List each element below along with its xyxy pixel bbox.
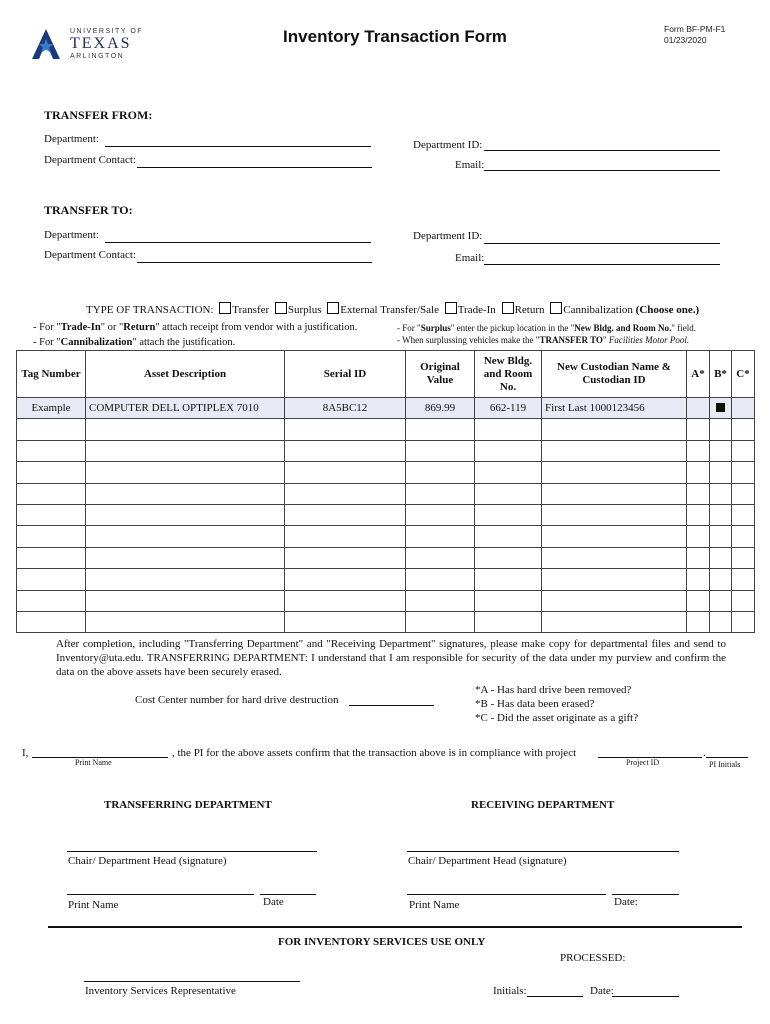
- cell-room[interactable]: [475, 504, 542, 525]
- cell-description[interactable]: [86, 569, 285, 590]
- logo-arlington: ARLINGTON: [70, 53, 125, 60]
- col-header-asset-description: Asset Description: [86, 351, 285, 398]
- instr-text: - For ": [33, 322, 61, 333]
- cell-a[interactable]: [687, 483, 710, 504]
- transfer-from-heading: TRANSFER FROM:: [44, 108, 153, 122]
- table-row: [17, 590, 755, 611]
- instr-bold: Surplus: [420, 323, 451, 333]
- col-header-new-bldg-room: New Bldg. and Room No.: [475, 351, 542, 398]
- instruction-vehicles: [397, 335, 689, 345]
- instr-bold: Cannibalization: [60, 337, 133, 348]
- transfer-option-label: Transfer: [232, 304, 270, 316]
- cell-tag[interactable]: [17, 547, 86, 568]
- cell-tag[interactable]: [17, 462, 86, 483]
- to-email-field[interactable]: [484, 264, 720, 265]
- processed-label: PROCESSED:: [560, 952, 626, 964]
- cell-a[interactable]: [687, 526, 710, 547]
- col-header-tag-number: Tag Number: [17, 351, 86, 398]
- cell-value[interactable]: [406, 504, 475, 525]
- cell-description[interactable]: [86, 526, 285, 547]
- instruction-surplus: [397, 323, 696, 333]
- transaction-type-row: [86, 302, 699, 316]
- table-row: [17, 547, 755, 568]
- cell-description[interactable]: [86, 611, 285, 632]
- cell-value[interactable]: [406, 611, 475, 632]
- footnotes: [475, 683, 638, 725]
- return-checkbox[interactable]: [502, 302, 514, 314]
- instr-text: " attach the justification.: [132, 337, 236, 348]
- table-row: [17, 483, 755, 504]
- instr-text: - When surplussing vehicles make the ": [397, 335, 540, 345]
- cell-room[interactable]: [475, 419, 542, 440]
- table-row: [17, 611, 755, 632]
- instr-italic: Facilities Motor Pool.: [608, 335, 690, 345]
- instr-bold: New Bldg. and Room No.: [574, 323, 672, 333]
- to-department-id-label: Department ID:: [413, 230, 483, 242]
- cell-custodian[interactable]: [542, 590, 687, 611]
- example-room: 662-119: [475, 398, 542, 419]
- cell-a[interactable]: [687, 590, 710, 611]
- cell-description[interactable]: [86, 590, 285, 611]
- form-number: Form BF-PM-F1: [664, 24, 726, 34]
- cell-description[interactable]: [86, 483, 285, 504]
- transfer-checkbox[interactable]: [219, 302, 231, 314]
- cell-custodian[interactable]: [542, 419, 687, 440]
- instr-text: " attach receipt from vendor with a justification.: [155, 322, 358, 333]
- instr-bold: TRANSFER TO: [539, 335, 603, 345]
- cell-room[interactable]: [475, 547, 542, 568]
- table-row: [17, 440, 755, 461]
- cell-c[interactable]: [732, 419, 755, 440]
- cell-tag[interactable]: [17, 483, 86, 504]
- cell-tag[interactable]: [17, 526, 86, 547]
- instr-text: " or ": [100, 322, 124, 333]
- instr-bold: Return: [123, 322, 156, 333]
- cell-custodian[interactable]: [542, 483, 687, 504]
- cell-room[interactable]: [475, 590, 542, 611]
- checked-square-icon: [716, 403, 725, 412]
- instr-text: - For ": [397, 323, 421, 333]
- from-email-field[interactable]: [484, 170, 720, 171]
- example-tag: Example: [17, 398, 86, 419]
- logo-texas: TEXAS: [70, 35, 132, 52]
- asset-table: [16, 350, 755, 633]
- cell-description[interactable]: [86, 419, 285, 440]
- receiving-print-name-field[interactable]: [407, 894, 606, 895]
- footnote-b: *B - Has data been erased?: [475, 698, 595, 710]
- cell-serial[interactable]: [285, 440, 406, 461]
- cell-serial[interactable]: [285, 462, 406, 483]
- inventory-rep-label: Inventory Services Representative: [85, 985, 236, 997]
- cell-room[interactable]: [475, 440, 542, 461]
- col-header-serial-id: Serial ID: [285, 351, 406, 398]
- transferring-chair-signature-field[interactable]: [67, 851, 317, 852]
- form-date: 01/23/2020: [664, 35, 707, 45]
- cell-b[interactable]: [710, 611, 732, 632]
- example-b-cell: [710, 398, 732, 419]
- external-transfer-option-label: External Transfer/Sale: [340, 304, 439, 316]
- cell-b[interactable]: [710, 569, 732, 590]
- from-department-id-label: Department ID:: [413, 139, 483, 151]
- cell-value[interactable]: [406, 483, 475, 504]
- cost-center-label: Cost Center number for hard drive destruction: [135, 694, 339, 706]
- receiving-department-heading: RECEIVING DEPARTMENT: [471, 799, 615, 811]
- table-row: [17, 504, 755, 525]
- cell-room[interactable]: [475, 483, 542, 504]
- pi-dot: .: [703, 747, 706, 759]
- section-divider: [48, 926, 742, 928]
- instruction-cannibalization: [33, 337, 235, 348]
- table-row: [17, 526, 755, 547]
- project-id-caption: Project ID: [626, 758, 660, 767]
- from-contact-label: Department Contact:: [44, 154, 136, 166]
- receiving-chair-signature-field[interactable]: [407, 851, 679, 852]
- cell-c[interactable]: [732, 483, 755, 504]
- table-row-example: [17, 398, 755, 419]
- cell-custodian[interactable]: [542, 547, 687, 568]
- receiving-date-field[interactable]: [612, 894, 679, 895]
- cell-serial[interactable]: [285, 547, 406, 568]
- to-contact-label: Department Contact:: [44, 249, 136, 261]
- return-option-label: Return: [514, 304, 545, 316]
- to-department-label: Department:: [44, 229, 99, 241]
- cell-b[interactable]: [710, 483, 732, 504]
- cell-room[interactable]: [475, 569, 542, 590]
- cell-c[interactable]: [732, 526, 755, 547]
- from-contact-field[interactable]: [137, 167, 372, 168]
- transferring-print-name-label: Print Name: [68, 899, 119, 911]
- col-header-c: C*: [732, 351, 755, 398]
- from-department-id-field[interactable]: [484, 150, 720, 151]
- receiving-print-name-label: Print Name: [409, 899, 460, 911]
- cell-tag[interactable]: [17, 590, 86, 611]
- external-transfer-checkbox[interactable]: [327, 302, 339, 314]
- col-header-b: B*: [710, 351, 732, 398]
- transferring-chair-label: Chair/ Department Head (signature): [68, 855, 227, 867]
- to-contact-field[interactable]: [137, 262, 372, 263]
- cell-custodian[interactable]: [542, 526, 687, 547]
- cell-tag[interactable]: [17, 504, 86, 525]
- surplus-option-label: Surplus: [287, 304, 322, 316]
- cell-b[interactable]: [710, 419, 732, 440]
- receiving-chair-label: Chair/ Department Head (signature): [408, 855, 567, 867]
- cell-serial[interactable]: [285, 590, 406, 611]
- cell-b[interactable]: [710, 547, 732, 568]
- processed-date-label: Date:: [590, 985, 614, 997]
- cell-a[interactable]: [687, 504, 710, 525]
- instruction-trade-in: [33, 322, 357, 333]
- pi-print-name-caption: Print Name: [75, 758, 112, 767]
- cell-c[interactable]: [732, 611, 755, 632]
- cell-a[interactable]: [687, 440, 710, 461]
- cell-custodian[interactable]: [542, 611, 687, 632]
- cell-serial[interactable]: [285, 526, 406, 547]
- cell-room[interactable]: [475, 611, 542, 632]
- processed-date-field[interactable]: [612, 996, 679, 997]
- from-department-label: Department:: [44, 133, 99, 145]
- cell-value[interactable]: [406, 569, 475, 590]
- example-c-cell: [732, 398, 755, 419]
- example-custodian: First Last 1000123456: [542, 398, 687, 419]
- transaction-type-label: TYPE OF TRANSACTION:: [86, 304, 214, 316]
- pi-initials-caption: PI Initials: [709, 760, 741, 769]
- cell-tag[interactable]: [17, 419, 86, 440]
- col-header-original-value: Original Value: [406, 351, 475, 398]
- cell-custodian[interactable]: [542, 569, 687, 590]
- instr-text: - For ": [33, 337, 61, 348]
- cell-b[interactable]: [710, 440, 732, 461]
- example-a-cell: [687, 398, 710, 419]
- cell-room[interactable]: [475, 462, 542, 483]
- pi-initials-field[interactable]: [706, 757, 748, 758]
- instr-text: " enter the pickup location in the ": [450, 323, 575, 333]
- cell-tag[interactable]: [17, 569, 86, 590]
- form-title: Inventory Transaction Form: [283, 27, 507, 46]
- from-department-field[interactable]: [105, 146, 371, 147]
- cell-b[interactable]: [710, 590, 732, 611]
- cell-description[interactable]: [86, 462, 285, 483]
- cell-tag[interactable]: [17, 611, 86, 632]
- cell-value[interactable]: [406, 590, 475, 611]
- cell-a[interactable]: [687, 547, 710, 568]
- table-row: [17, 419, 755, 440]
- cell-a[interactable]: [687, 569, 710, 590]
- transferring-date-field[interactable]: [260, 894, 316, 895]
- cell-c[interactable]: [732, 440, 755, 461]
- logo-university-of: UNIVERSITY OF: [70, 28, 144, 35]
- cannibalization-option-label: Cannibalization: [563, 304, 633, 316]
- cell-room[interactable]: [475, 526, 542, 547]
- from-email-label: Email:: [455, 159, 485, 171]
- surplus-checkbox[interactable]: [275, 302, 287, 314]
- cell-custodian[interactable]: [542, 504, 687, 525]
- receiving-date-label: Date:: [614, 896, 638, 908]
- cell-description[interactable]: [86, 547, 285, 568]
- table-row: [17, 569, 755, 590]
- cell-serial[interactable]: [285, 569, 406, 590]
- footnote-a: *A - Has hard drive been removed?: [475, 684, 632, 696]
- instr-bold: Trade-In: [60, 322, 101, 333]
- example-serial: 8A5BC12: [285, 398, 406, 419]
- footnote-c: *C - Did the asset originate as a gift?: [475, 712, 639, 724]
- trade-in-checkbox[interactable]: [445, 302, 457, 314]
- cell-c[interactable]: [732, 547, 755, 568]
- transfer-to-heading: TRANSFER TO:: [44, 203, 133, 217]
- cell-c[interactable]: [732, 462, 755, 483]
- inventory-rep-signature-field[interactable]: [84, 981, 300, 982]
- to-email-label: Email:: [455, 252, 485, 264]
- instr-text: ": [602, 335, 609, 345]
- inventory-services-heading: FOR INVENTORY SERVICES USE ONLY: [278, 936, 486, 948]
- initials-field[interactable]: [527, 996, 583, 997]
- cell-value[interactable]: [406, 440, 475, 461]
- initials-label: Initials:: [493, 985, 527, 997]
- cell-c[interactable]: [732, 590, 755, 611]
- form-id-block: [664, 24, 725, 46]
- cell-description[interactable]: [86, 440, 285, 461]
- to-department-field[interactable]: [105, 242, 371, 243]
- choose-one-note: (Choose one.): [635, 304, 700, 316]
- cell-a[interactable]: [687, 462, 710, 483]
- transferring-print-name-field[interactable]: [67, 894, 254, 895]
- cell-value[interactable]: [406, 419, 475, 440]
- pi-statement-text: , the PI for the above assets confirm that the transaction above is in compliance with project: [172, 747, 577, 759]
- cell-serial[interactable]: [285, 483, 406, 504]
- cell-c[interactable]: [732, 504, 755, 525]
- example-value: 869.99: [406, 398, 475, 419]
- cell-value[interactable]: [406, 547, 475, 568]
- cell-value[interactable]: [406, 526, 475, 547]
- cell-value[interactable]: [406, 462, 475, 483]
- pi-prefix: I,: [22, 747, 29, 759]
- transferring-department-heading: TRANSFERRING DEPARTMENT: [104, 799, 272, 811]
- cell-b[interactable]: [710, 526, 732, 547]
- table-row: [17, 462, 755, 483]
- to-department-id-field[interactable]: [484, 243, 720, 244]
- table-header-row: [17, 351, 755, 398]
- cell-tag[interactable]: [17, 440, 86, 461]
- cell-serial[interactable]: [285, 611, 406, 632]
- transferring-date-label: Date: [263, 896, 284, 908]
- trade-in-option-label: Trade-In: [457, 304, 496, 316]
- cell-b[interactable]: [710, 504, 732, 525]
- cell-a[interactable]: [687, 611, 710, 632]
- instr-text: " field.: [671, 323, 696, 333]
- completion-instructions: After completion, including "Transferring Department" and "Receiving Department" signatures, please make copy for departmental files and send to Inventory@uta.edu. TRANSFERRING DEPARTMENT: I understand that I am responsible for security of the data under my purview and confirm the data on the above assets have been securely erased.: [56, 638, 726, 678]
- cell-c[interactable]: [732, 569, 755, 590]
- cell-custodian[interactable]: [542, 440, 687, 461]
- cannibalization-checkbox[interactable]: [550, 302, 562, 314]
- cell-description[interactable]: [86, 504, 285, 525]
- col-header-new-custodian: New Custodian Name & Custodian ID: [542, 351, 687, 398]
- cell-serial[interactable]: [285, 504, 406, 525]
- cell-b[interactable]: [710, 462, 732, 483]
- col-header-a: A*: [687, 351, 710, 398]
- example-description: COMPUTER DELL OPTIPLEX 7010: [86, 398, 285, 419]
- cell-a[interactable]: [687, 419, 710, 440]
- cell-serial[interactable]: [285, 419, 406, 440]
- cell-custodian[interactable]: [542, 462, 687, 483]
- cost-center-field[interactable]: [349, 705, 434, 706]
